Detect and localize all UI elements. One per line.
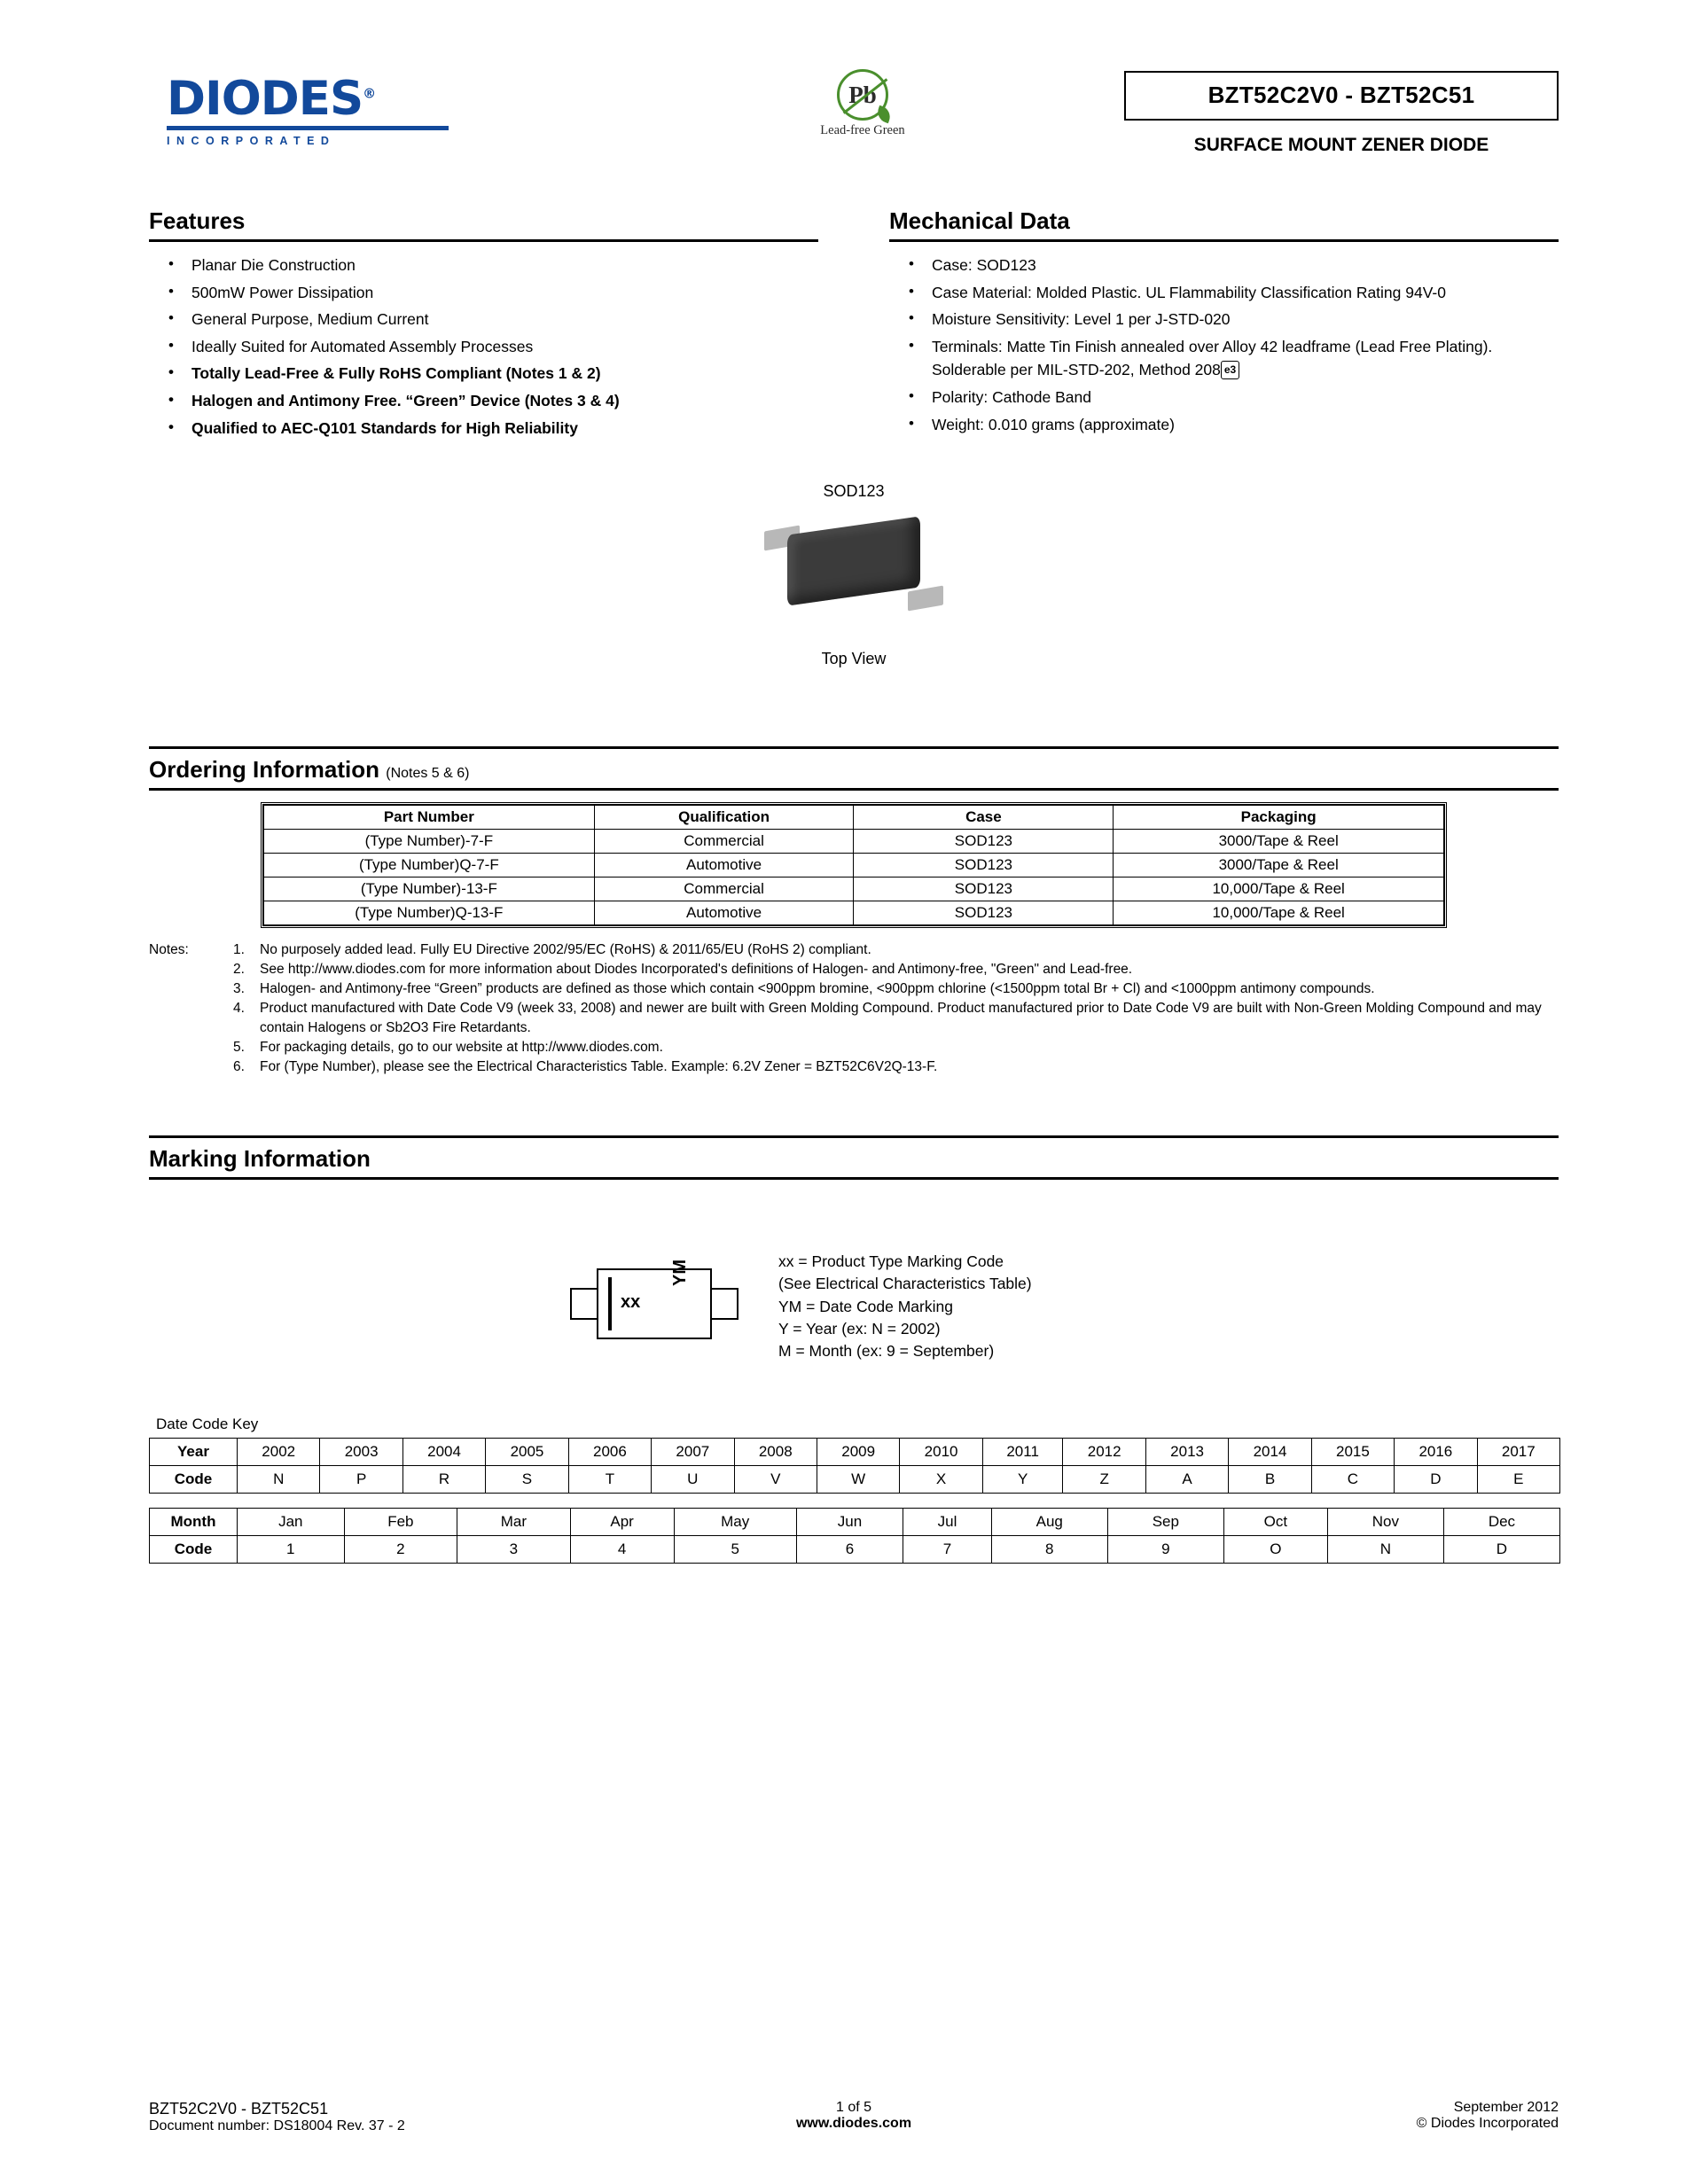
note-number: 2. xyxy=(233,962,245,978)
list-item-text: Terminals: Matte Tin Finish annealed over Alloy 42 leadframe (Lead Free Plating). Solderable per MIL-STD-202, Method 208 xyxy=(932,337,1493,379)
features-mechanical-row xyxy=(149,207,1559,443)
pb-crossed-circle-icon xyxy=(837,69,888,121)
cell-case: SOD123 xyxy=(854,901,1114,925)
features-list xyxy=(149,254,818,440)
cell-month-code: N xyxy=(1327,1536,1443,1564)
table-row xyxy=(264,901,1444,925)
cell-year: 2015 xyxy=(1311,1439,1394,1466)
cell-part-number: (Type Number)Q-7-F xyxy=(264,854,595,878)
pb-symbol-text: Pb xyxy=(848,82,877,108)
footer-copyright: © Diodes Incorporated xyxy=(1416,2116,1559,2131)
cell-year: 2003 xyxy=(320,1439,402,1466)
legend-line: xx = Product Type Marking Code xyxy=(778,1252,1004,1271)
page-footer xyxy=(149,2100,1559,2134)
cell-year: 2017 xyxy=(1477,1439,1559,1466)
legend-line: (See Electrical Characteristics Table) xyxy=(778,1275,1032,1293)
mechanical-column xyxy=(889,207,1559,443)
ordering-top-rule xyxy=(149,746,1559,749)
part-number-title: BZT52C2V0 - BZT52C51 xyxy=(1124,71,1559,121)
list-item: • Planar Die Construction xyxy=(149,254,818,277)
logo-text: DIODES xyxy=(167,72,363,126)
marking-heading: Marking Information xyxy=(149,1145,1559,1180)
column-header-part-number: Part Number xyxy=(264,806,595,830)
cell-part-number: (Type Number)-13-F xyxy=(264,878,595,901)
list-item: • Weight: 0.010 grams (approximate) xyxy=(889,413,1559,437)
cell-packaging: 10,000/Tape & Reel xyxy=(1114,878,1444,901)
month-code-table xyxy=(149,1508,1560,1564)
list-item xyxy=(889,335,1559,382)
cell-month: Sep xyxy=(1107,1509,1223,1536)
ordering-heading-note: (Notes 5 & 6) xyxy=(386,766,470,782)
cell-year-code: Y xyxy=(982,1466,1063,1494)
marking-code-ym: YM xyxy=(670,1260,690,1287)
features-heading: Features xyxy=(149,207,818,242)
footer-right xyxy=(1004,2100,1559,2132)
note-number: 3. xyxy=(233,981,245,997)
mechanical-list xyxy=(889,254,1559,436)
cell-year-code: U xyxy=(652,1466,734,1494)
row-header-code: Code xyxy=(150,1536,238,1564)
date-code-key-title: Date Code Key xyxy=(156,1416,259,1433)
note-text: For packaging details, go to our website at http://www.diodes.com. xyxy=(260,1040,663,1056)
cell-month: Jan xyxy=(238,1509,345,1536)
cell-year: 2013 xyxy=(1145,1439,1228,1466)
cell-packaging: 10,000/Tape & Reel xyxy=(1114,901,1444,925)
cell-month: Jun xyxy=(796,1509,903,1536)
cathode-band-icon xyxy=(608,1277,612,1330)
cell-case: SOD123 xyxy=(854,878,1114,901)
sod123-package-graphic xyxy=(761,513,947,620)
marking-diagram-area xyxy=(149,1251,1559,1362)
cell-qualification: Automotive xyxy=(594,901,854,925)
note-item xyxy=(233,940,1559,960)
footer-date: September 2012 xyxy=(1453,2100,1559,2115)
cell-year-code: Z xyxy=(1063,1466,1145,1494)
cell-month: Mar xyxy=(457,1509,570,1536)
list-item: • Case: SOD123 xyxy=(889,254,1559,277)
cell-case: SOD123 xyxy=(854,830,1114,854)
package-illustration xyxy=(149,482,1559,722)
list-item: • Moisture Sensitivity: Level 1 per J-STD-020 xyxy=(889,308,1559,332)
note-number: 1. xyxy=(233,942,245,958)
note-item xyxy=(233,1057,1559,1077)
cell-packaging: 3000/Tape & Reel xyxy=(1114,830,1444,854)
cell-year-code: C xyxy=(1311,1466,1394,1494)
logo-subtext: INCORPORATED xyxy=(167,135,336,147)
mechanical-heading: Mechanical Data xyxy=(889,207,1559,242)
cell-month: May xyxy=(674,1509,796,1536)
note-number: 6. xyxy=(233,1059,245,1075)
note-item xyxy=(233,999,1559,1038)
footer-row xyxy=(149,2100,1559,2134)
notes-block xyxy=(149,940,1559,1077)
cell-month-code: 3 xyxy=(457,1536,570,1564)
package-lead-right xyxy=(908,586,943,612)
footer-left xyxy=(149,2100,703,2134)
list-item: • 500mW Power Dissipation xyxy=(149,281,818,305)
table-row xyxy=(150,1509,1560,1536)
package-body xyxy=(787,517,920,606)
cell-qualification: Commercial xyxy=(594,878,854,901)
cell-case: SOD123 xyxy=(854,854,1114,878)
cell-month-code: 6 xyxy=(796,1536,903,1564)
cell-year-code: R xyxy=(402,1466,485,1494)
row-header-month: Month xyxy=(150,1509,238,1536)
marking-top-rule xyxy=(149,1135,1559,1138)
table-spacer xyxy=(149,1494,1559,1508)
cell-year: 2005 xyxy=(486,1439,568,1466)
note-text: No purposely added lead. Fully EU Directive 2002/95/EC (RoHS) & 2011/65/EU (RoHS 2) compliant. xyxy=(260,942,871,958)
note-number: 4. xyxy=(233,1001,245,1017)
cell-year: 2002 xyxy=(238,1439,320,1466)
row-header-code: Code xyxy=(150,1466,238,1494)
cell-year: 2014 xyxy=(1229,1439,1311,1466)
footer-page-number: 1 of 5 xyxy=(835,2100,872,2115)
cell-year: 2007 xyxy=(652,1439,734,1466)
cell-year-code: S xyxy=(486,1466,568,1494)
ordering-table xyxy=(263,805,1444,925)
title-block xyxy=(1124,71,1559,156)
cell-qualification: Commercial xyxy=(594,830,854,854)
leaf-icon xyxy=(875,105,894,124)
cell-packaging: 3000/Tape & Reel xyxy=(1114,854,1444,878)
note-item xyxy=(233,1038,1559,1057)
table-row xyxy=(150,1466,1560,1494)
legend-line: M = Month (ex: 9 = September) xyxy=(778,1341,995,1360)
table-row xyxy=(264,878,1444,901)
list-item: • Ideally Suited for Automated Assembly Processes xyxy=(149,335,818,359)
notes-label: Notes: xyxy=(149,942,189,958)
marking-code-xx: xx xyxy=(621,1292,641,1313)
cell-month-code: 9 xyxy=(1107,1536,1223,1564)
page-content xyxy=(149,53,1559,1564)
note-item xyxy=(233,979,1559,999)
cell-year-code: V xyxy=(734,1466,817,1494)
marking-body xyxy=(597,1268,712,1339)
cell-year: 2011 xyxy=(982,1439,1063,1466)
features-column xyxy=(149,207,818,443)
note-text: Halogen- and Antimony-free “Green” products are defined as those which contain <900ppm bromine, <900ppm chlorine (<1500ppm total Br + Cl) and <1000ppm antimony compounds. xyxy=(260,981,1375,997)
year-code-table xyxy=(149,1438,1560,1494)
cell-month-code: 7 xyxy=(903,1536,991,1564)
list-item: • General Purpose, Medium Current xyxy=(149,308,818,332)
list-item: • Qualified to AEC-Q101 Standards for High Reliability xyxy=(149,417,818,441)
cell-year: 2009 xyxy=(817,1439,899,1466)
cell-month-code: O xyxy=(1223,1536,1327,1564)
cell-month-code: 8 xyxy=(991,1536,1107,1564)
cell-month: Oct xyxy=(1223,1509,1327,1536)
notes-list xyxy=(233,940,1559,1077)
list-item: • Polarity: Cathode Band xyxy=(889,386,1559,410)
part-description: SURFACE MOUNT ZENER DIODE xyxy=(1193,135,1489,155)
footer-document-number: Document number: DS18004 Rev. 37 - 2 xyxy=(149,2118,405,2133)
lead-free-green-badge xyxy=(787,69,938,138)
footer-part-number: BZT52C2V0 - BZT52C51 xyxy=(149,2100,329,2118)
cell-year-code: W xyxy=(817,1466,899,1494)
logo-rule xyxy=(167,126,449,130)
cell-month: Apr xyxy=(570,1509,674,1536)
table-row xyxy=(150,1439,1560,1466)
cell-month-code: 5 xyxy=(674,1536,796,1564)
cell-part-number: (Type Number)-7-F xyxy=(264,830,595,854)
footer-center xyxy=(703,2100,1004,2132)
package-name-label: SOD123 xyxy=(823,482,885,501)
note-item xyxy=(233,960,1559,979)
cell-month-code: D xyxy=(1443,1536,1559,1564)
cell-month-code: 1 xyxy=(238,1536,345,1564)
marking-lead-left xyxy=(570,1288,598,1320)
cell-qualification: Automotive xyxy=(594,854,854,878)
cell-month: Aug xyxy=(991,1509,1107,1536)
footer-website-link[interactable]: www.diodes.com xyxy=(795,2116,912,2131)
cell-month: Feb xyxy=(344,1509,457,1536)
list-item: • Halogen and Antimony Free. “Green” Device (Notes 3 & 4) xyxy=(149,389,818,413)
logo-wordmark xyxy=(167,72,468,126)
cell-month-code: 2 xyxy=(344,1536,457,1564)
company-logo xyxy=(167,72,468,147)
table-row xyxy=(264,830,1444,854)
cell-year: 2016 xyxy=(1395,1439,1477,1466)
table-row xyxy=(150,1536,1560,1564)
cell-year-code: B xyxy=(1229,1466,1311,1494)
cell-year-code: T xyxy=(568,1466,651,1494)
cell-year: 2004 xyxy=(402,1439,485,1466)
marking-lead-right xyxy=(710,1288,738,1320)
cell-month: Jul xyxy=(903,1509,991,1536)
registered-trademark-icon: ® xyxy=(363,85,376,102)
note-text: For (Type Number), please see the Electrical Characteristics Table. Example: 6.2V Zener = BZT52C6V2Q-13-F. xyxy=(260,1059,938,1075)
column-header-qualification: Qualification xyxy=(594,806,854,830)
column-header-packaging: Packaging xyxy=(1114,806,1444,830)
cell-year-code: P xyxy=(320,1466,402,1494)
table-header-row xyxy=(264,806,1444,830)
cell-month: Dec xyxy=(1443,1509,1559,1536)
marking-legend xyxy=(778,1251,1032,1362)
pb-caption: Lead-free Green xyxy=(820,123,905,137)
cell-year: 2006 xyxy=(568,1439,651,1466)
cell-year: 2010 xyxy=(900,1439,982,1466)
page-header xyxy=(149,53,1559,186)
cell-year-code: N xyxy=(238,1466,320,1494)
note-text: Product manufactured with Date Code V9 (week 33, 2008) and newer are built with Green Molding Compound. Product manufactured prior to Date Code V9 are built with Non-Green Molding Compound and may contain Halogens or Sb2O3 Fire Retardants. xyxy=(260,1001,1542,1036)
row-header-year: Year xyxy=(150,1439,238,1466)
column-header-case: Case xyxy=(854,806,1114,830)
note-number: 5. xyxy=(233,1040,245,1056)
cell-month-code: 4 xyxy=(570,1536,674,1564)
cell-year-code: X xyxy=(900,1466,982,1494)
ordering-heading xyxy=(149,756,1559,791)
e3-badge-icon: e3 xyxy=(1221,361,1239,378)
table-row xyxy=(264,854,1444,878)
cell-year-code: D xyxy=(1395,1466,1477,1494)
list-item: • Totally Lead-Free & Fully RoHS Compliant (Notes 1 & 2) xyxy=(149,362,818,386)
legend-line: Y = Year (ex: N = 2002) xyxy=(778,1319,941,1338)
cell-year: 2008 xyxy=(734,1439,817,1466)
device-marking-graphic xyxy=(566,1260,743,1339)
cell-month: Nov xyxy=(1327,1509,1443,1536)
legend-line: YM = Date Code Marking xyxy=(778,1297,953,1315)
ordering-table-wrapper xyxy=(261,802,1447,928)
cell-year: 2012 xyxy=(1063,1439,1145,1466)
list-item: • Case Material: Molded Plastic. UL Flammability Classification Rating 94V-0 xyxy=(889,281,1559,305)
package-view-caption: Top View xyxy=(821,650,887,668)
cell-part-number: (Type Number)Q-13-F xyxy=(264,901,595,925)
cell-year-code: E xyxy=(1477,1466,1559,1494)
ordering-heading-text: Ordering Information xyxy=(149,756,379,784)
note-text: See http://www.diodes.com for more information about Diodes Incorporated's definitions of Halogen- and Antimony-free, "Green" and Lead-free. xyxy=(260,962,1133,978)
cell-year-code: A xyxy=(1145,1466,1228,1494)
